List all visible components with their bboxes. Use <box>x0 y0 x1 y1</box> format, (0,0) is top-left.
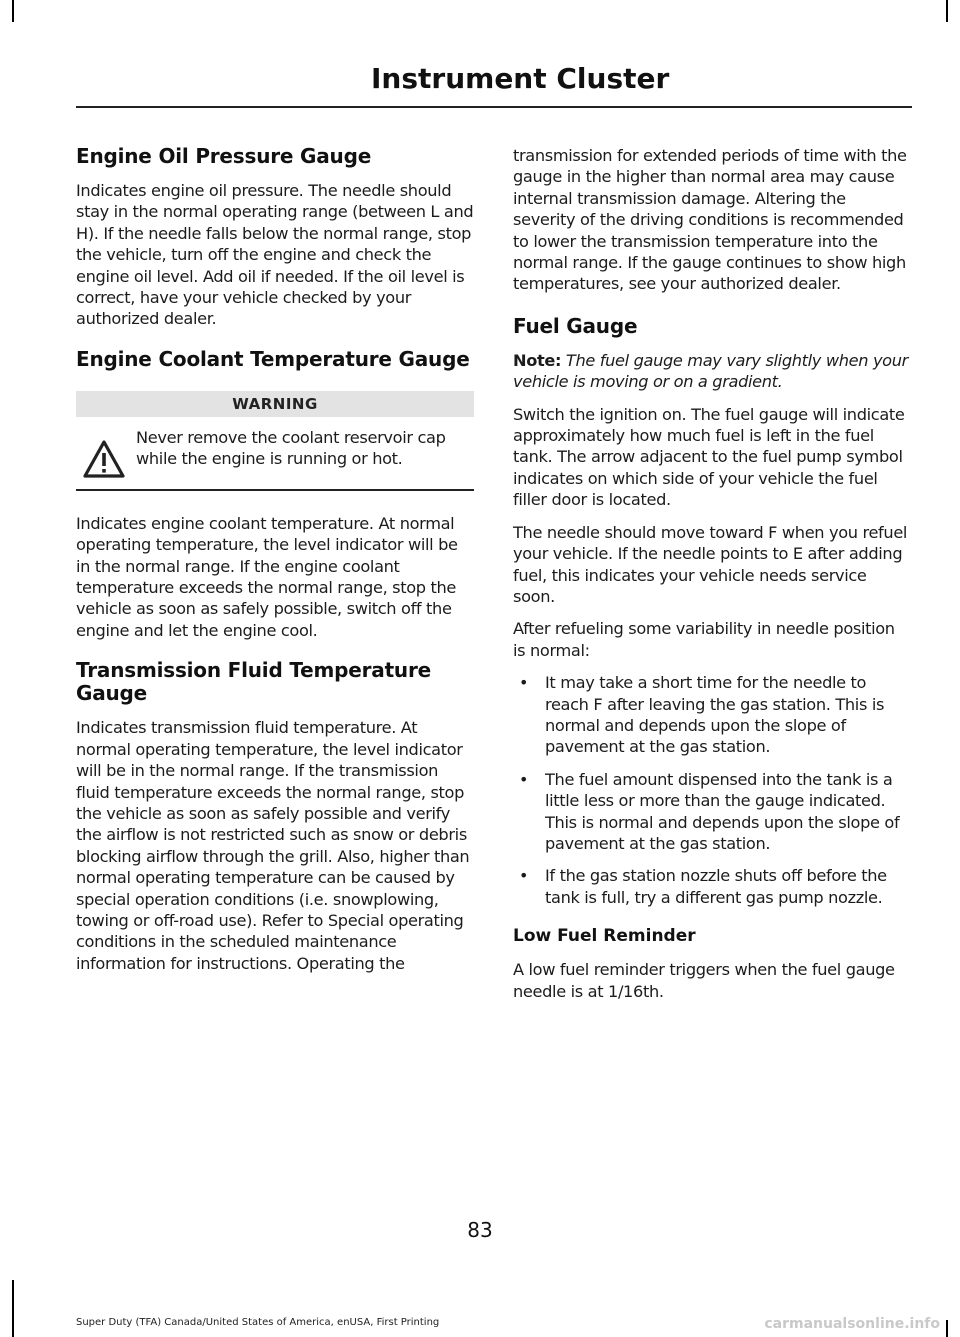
transmission-heading: Transmission Fluid Temperature Gauge <box>76 658 431 706</box>
fuel-para-3: After refueling some variability in needle position is normal: <box>513 619 895 660</box>
note-text: The fuel gauge may vary slightly when your vehicle is moving or on a gradient. <box>513 350 908 392</box>
crop-mark-bottom-left <box>12 1280 14 1337</box>
crop-mark-bottom-right <box>946 1320 948 1337</box>
page-title: Instrument Cluster <box>371 62 670 95</box>
fuel-bullet-list <box>513 672 909 908</box>
bullet-text: If the gas station nozzle shuts off before the tank is full, try a different gas pump nozzle. <box>545 866 887 907</box>
warning-text: Never remove the coolant reservoir cap while the engine is running or hot. <box>136 427 446 469</box>
bullet-text: The fuel amount dispensed into the tank is a little less or more than the gauge indicated. This is normal and depends upon the slope of pavement at the gas station. <box>545 769 900 853</box>
list-item <box>513 865 909 908</box>
watermark-text: carmanualsonline.info <box>764 1316 940 1332</box>
header-divider <box>76 106 912 108</box>
crop-mark-top-right <box>946 0 948 22</box>
fuel-note <box>513 350 909 393</box>
fuel-gauge-heading: Fuel Gauge <box>513 313 638 338</box>
coolant-heading: Engine Coolant Temperature Gauge <box>76 346 470 371</box>
warning-banner: WARNING <box>76 391 474 417</box>
fuel-para-1: Switch the ignition on. The fuel gauge will indicate approximately how much fuel is left in the fuel tank. The arrow adjacent to the fuel pump symbol indicates on which side of your vehicle the fuel filler door is located. <box>513 404 905 510</box>
warning-triangle-icon <box>82 439 126 479</box>
warning-box <box>76 423 474 491</box>
right-column <box>513 145 909 1013</box>
list-item <box>513 769 909 855</box>
note-label: Note: <box>513 350 562 370</box>
list-item <box>513 672 909 758</box>
low-fuel-text: A low fuel reminder triggers when the fuel gauge needle is at 1/16th. <box>513 960 895 1001</box>
oil-pressure-text: Indicates engine oil pressure. The needle should stay in the normal operating range (between L and H). If the needle falls below the normal range, stop the vehicle, turn off the engine and check the engine oil level. Add oil if needed. If the oil level is correct, have your vehicle checked by your authorized dealer. <box>76 181 474 329</box>
left-column <box>76 145 474 985</box>
transmission-text-continued: transmission for extended periods of time with the gauge in the higher than normal area may cause internal transmission damage. Altering the severity of the driving conditions is recommended to lower the transmission temperature into the normal range. If the gauge continues to show high temperatures, see your authorized dealer. <box>513 146 907 294</box>
fuel-para-2: The needle should move toward F when you refuel your vehicle. If the needle points to E after adding fuel, this indicates your vehicle needs service soon. <box>513 522 908 606</box>
coolant-text: Indicates engine coolant temperature. At normal operating temperature, the level indicator will be in the normal range. If the engine coolant temperature exceeds the normal range, stop the vehicle as soon as safely possible, switch off the engine and let the engine cool. <box>76 513 458 640</box>
bullet-text: It may take a short time for the needle to reach F after leaving the gas station. This is normal and depends upon the slope of pavement at the gas station. <box>545 673 885 757</box>
transmission-text: Indicates transmission fluid temperature. At normal operating temperature, the level indicator will be in the normal range. If the transmission fluid temperature exceeds the normal range, stop the vehicle as soon as safely possible and verify the airflow is not restricted such as snow or debris blocking airflow through the grill. Also, higher than normal operating temperature can be caused by special operation conditions (i.e. snowplowing, towing or off-road use). Refer to Special operating conditions in the scheduled maintenance information for instructions. Operating the <box>76 718 470 973</box>
bullet-icon: • <box>519 769 529 789</box>
crop-mark-top-left <box>12 0 14 22</box>
low-fuel-heading: Low Fuel Reminder <box>513 926 696 947</box>
bullet-icon: • <box>519 866 529 886</box>
oil-pressure-heading: Engine Oil Pressure Gauge <box>76 144 372 168</box>
bullet-icon: • <box>519 673 529 693</box>
footer-text: Super Duty (TFA) Canada/United States of America, enUSA, First Printing <box>76 1317 440 1328</box>
page-number: 83 <box>467 1218 493 1242</box>
